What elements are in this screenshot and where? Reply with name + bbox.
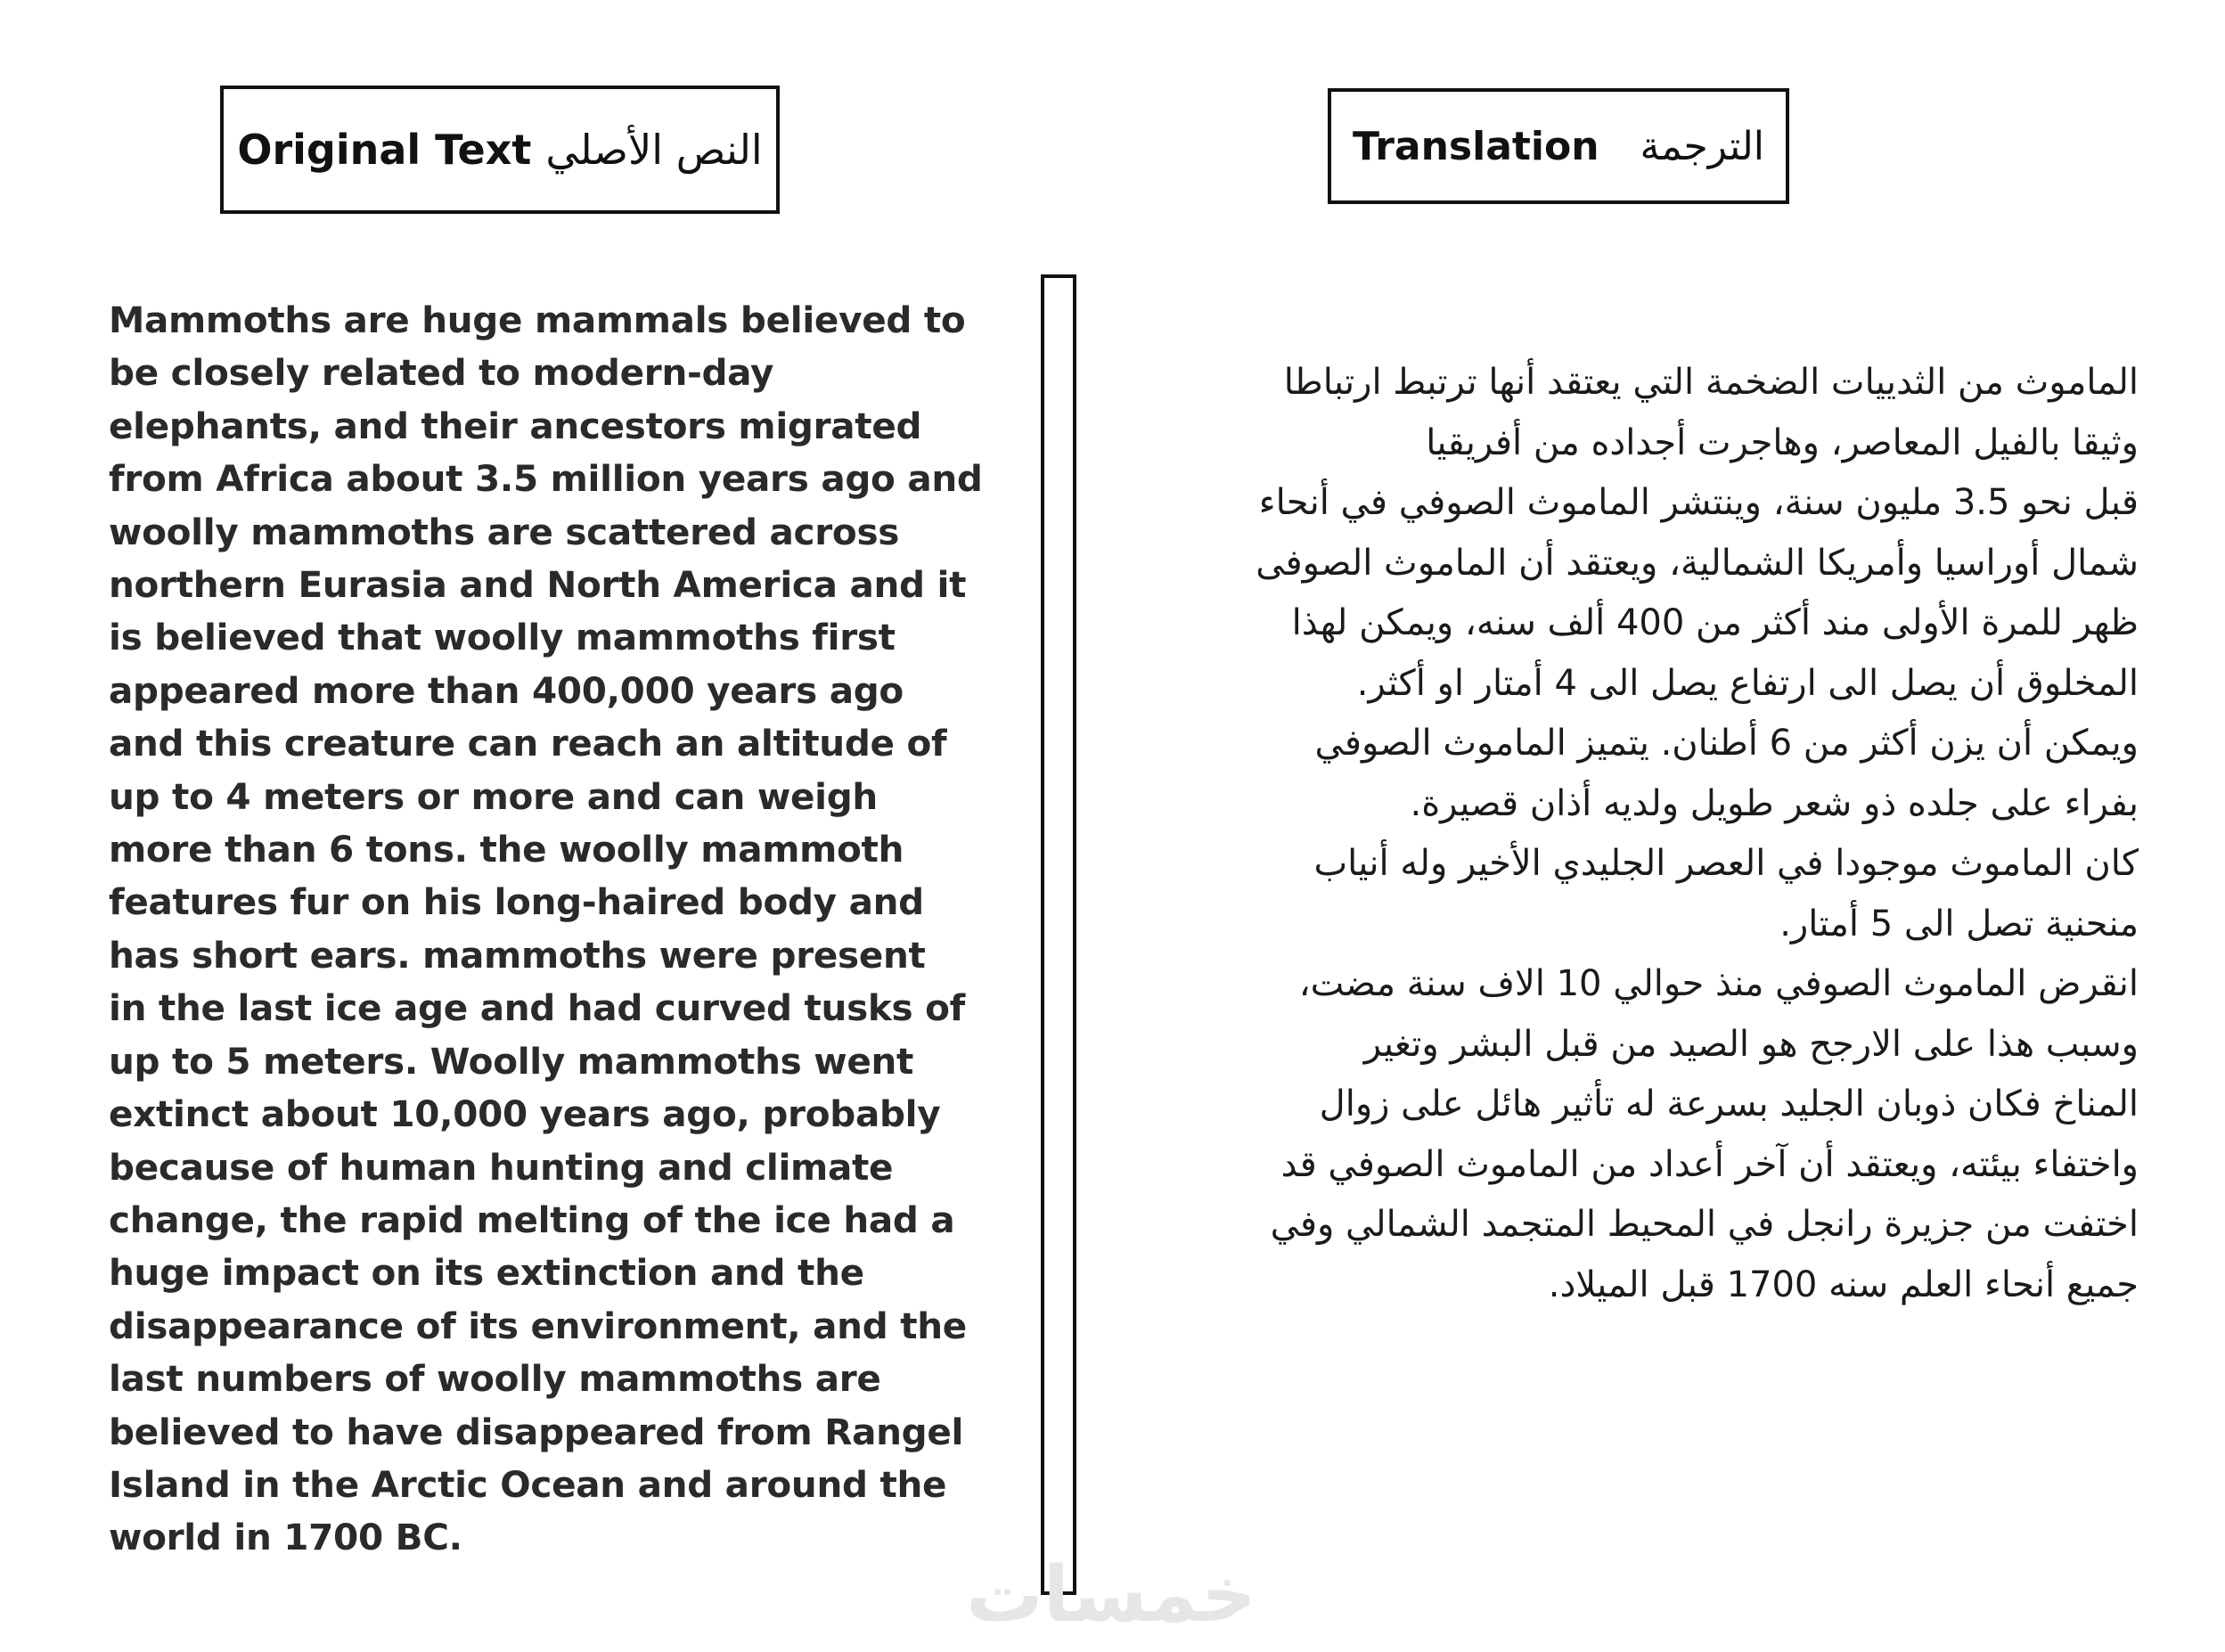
translation-text-line: وسبب هذا على الارجح هو الصيد من قبل البشر وتغير [1363, 1023, 2139, 1065]
original-header-latin: Original Text [237, 126, 532, 174]
translation-text-line: منحنية تصل الى 5 أمتار. [1779, 903, 2139, 945]
translation-text-line: واختفاء بيئته، ويعتقد أن آخر أعداد من الماموث الصوفي قد [1280, 1143, 2139, 1185]
original-text-line: disappearance of its environment, and the [109, 1304, 967, 1347]
translation-header-arabic: الترجمة [1640, 123, 1764, 169]
original-text-line: up to 5 meters. Woolly mammoths went [109, 1039, 914, 1083]
translation-text-line: اختفت من جزيرة رانجل في المحيط المتجمد الشمالي وفي [1270, 1204, 2139, 1245]
translation-text-line: المخلوق أن يصل الى ارتفاع يصل الى 4 أمتار او أكثر. [1356, 662, 2139, 704]
original-text-line: believed to have disappeared from Rangel [109, 1410, 964, 1453]
original-text-line: northern Eurasia and North America and it [109, 563, 967, 607]
original-text-line: change, the rapid melting of the ice had a [109, 1198, 955, 1241]
original-text-line: elephants, and their ancestors migrated [109, 404, 922, 447]
translation-header-latin: Translation [1353, 123, 1599, 169]
translation-text-line: وثيقا بالفيل المعاصر، وهاجرت أجداده من أفريقيا [1426, 421, 2139, 463]
original-text-line: and this creature can reach an altitude of [109, 722, 947, 765]
original-text-line: Island in the Arctic Ocean and around the [109, 1462, 947, 1506]
watermark-logo: خمسات [966, 1550, 1256, 1640]
original-text-line: huge impact on its extinction and the [109, 1251, 864, 1295]
translation-text-body [1158, 353, 2139, 1315]
translation-text-line: الماموث من الثدييات الضخمة التي يعتقد أنها ترتبط ارتباطا [1283, 362, 2139, 403]
original-text-line: because of human hunting and climate [109, 1145, 894, 1189]
translation-text-line: انقرض الماموث الصوفي منذ حوالي 10 الاف سنة مضت، [1298, 963, 2139, 1004]
original-text-line: has short ears. mammoths were present [109, 933, 926, 977]
original-text-line: more than 6 tons. the woolly mammoth [109, 828, 904, 871]
column-divider [1041, 274, 1076, 1595]
original-text-line: woolly mammoths are scattered across [109, 510, 900, 553]
translation-text-line: قبل نحو 3.5 مليون سنة، وينتشر الماموث الصوفي في أنحاء [1258, 482, 2139, 523]
original-text-line: world in 1700 BC. [109, 1516, 462, 1559]
translation-text-line: شمال أوراسيا وأمريكا الشمالية، ويعتقد أن الماموث الصوفى [1256, 542, 2139, 584]
translation-text-line: كان الماموث موجودا في العصر الجليدي الأخير وله أنياب [1313, 843, 2139, 884]
translation-text-line: ظهر للمرة الأولى مند أكثر من 400 ألف سنه، ويمكن لهذا [1291, 602, 2139, 643]
original-text-line: appeared more than 400,000 years ago [109, 668, 904, 712]
original-text-body [109, 294, 983, 1565]
original-text-line: Mammoths are huge mammals believed to [109, 299, 966, 341]
original-text-header [220, 86, 780, 214]
original-text-line: in the last ice age and had curved tusks of [109, 986, 965, 1030]
original-text-line: is believed that woolly mammoths first [109, 616, 896, 659]
translation-header [1328, 88, 1789, 204]
translation-text-line: ويمكن أن يزن أكثر من 6 أطنان. يتميز الماموث الصوفي [1314, 723, 2139, 764]
original-text-line: features fur on his long-haired body and [109, 880, 924, 924]
original-text-line: from Africa about 3.5 million years ago and [109, 457, 983, 501]
original-text-line: be closely related to modern-day [109, 351, 774, 395]
original-text-line: last numbers of woolly mammoths are [109, 1357, 881, 1401]
original-text-line: up to 4 meters or more and can weigh [109, 774, 878, 818]
original-text-line: extinct about 10,000 years ago, probably [109, 1092, 941, 1136]
translation-text-line: المناخ فكان ذوبان الجليد بسرعة له تأثير هائل على زوال [1319, 1084, 2139, 1125]
original-header-arabic: النص الأصلي [545, 126, 763, 174]
translation-text-line: جميع أنحاء العلم سنه 1700 قبل الميلاد. [1548, 1264, 2139, 1305]
original-text-header-label [237, 126, 762, 174]
translation-text-line: بفراء على جلده ذو شعر طويل ولديه أذان قصيرة. [1410, 782, 2139, 824]
translation-header-label [1353, 124, 1764, 169]
